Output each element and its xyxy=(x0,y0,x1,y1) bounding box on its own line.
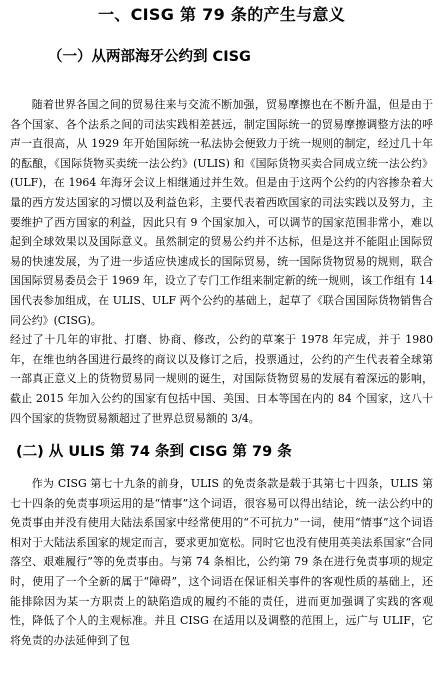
section-1-paragraph-1: 随着世界各国之间的贸易往来与交流不断加强，贸易摩擦也在不断升温，但是由于各个国家、各个法系之间的司法实践相差甚远，制定国际统一的贸易摩擦调整方法的呼声一直很高，从 1929 年开始国际统一私法协会便致力于统一规则的制定，经过几十年的酝酿，《国际货物买卖统一法公约》(ULIS) 和《国际货物买卖合同成立统一法公约》(ULF)，在 1964 年海牙会议上相继通过并生效。但是由于这两个公约的内容掺杂着大量的西方发达国家的习惯以及利益色彩，主要代表着西欧国家的司法实践以及努力，主要维护了西方国家的利益，因此只有 9 个国家加入，可以调节的国家范围非常小，难以起到全球效果以及国际意义。虽然制定的贸易公约并不达标，但是这并不能阻止国际贸易的快速发展，为了进一步适应快速成长的国际贸易，统一国际货物贸易的规则，联合国国际贸易委员会于 1969 年，设立了专门工作组来制定新的统一规则，该工作组有 14 国代表参加组成，在 ULIS、ULF 两个公约的基础上，起草了《联合国国际货物销售合同公约》(CISG)。 xyxy=(10,98,433,327)
section-1-paragraph-2: 经过了十几年的审批、打磨、协商、修改，公约的草案于 1978 年完成，并于 1980 年，在维也纳各国进行最终的商议以及修订之后，投票通过，公约的产生代表着全球第一部真正意义上的货物贸易同一规则的诞生，对国际货物贸易的发展有着深远的影响，截止 2015 年加入公约的国家有包括中国、美国、日本等国在内的 84 个国家，这八十四个国家的货物贸易额超过了世界总贸易额的 3/4。 xyxy=(10,333,433,425)
section-heading-1: （一）从两部海牙公约到 CISG xyxy=(48,49,251,65)
document-page xyxy=(0,5,443,700)
section-2-paragraph-1: 作为 CISG 第七十九条的前身，ULIS 的免责条款是载于其第七十四条，ULIS 第七十四条的免责事项运用的是“情事”这个词语，很容易可以得出结论，统一法公约中的免责事由并没有使用大陆法系国家中经常使用的“不可抗力”一词，使用“情事”这个词语相对于大陆法系国家的规定而言，要求更加宽松。同时它也没有使用英美法系国家“合同落空、艰难履行”等的免责事由。与第 74 条相比，公约第 79 条在进行免责事项的规定时，使用了一个全新的属于“障碍”，这个词语在保证相关事件的客观性质的基础上，还能排除因为某一方职责上的缺陷造成的履约不能的责任，进而更加强调了实践的客观性，降低了个人的主观标准。并且 CISG 在适用以及调整的范围上，远广与 ULIF，它将免责的办法延伸到了包 xyxy=(10,477,433,647)
document-title: 一、CISG 第 79 条的产生与意义 xyxy=(97,5,346,24)
section-heading-2: (二) 从 ULIS 第 74 条到 CISG 第 79 条 xyxy=(16,444,292,461)
